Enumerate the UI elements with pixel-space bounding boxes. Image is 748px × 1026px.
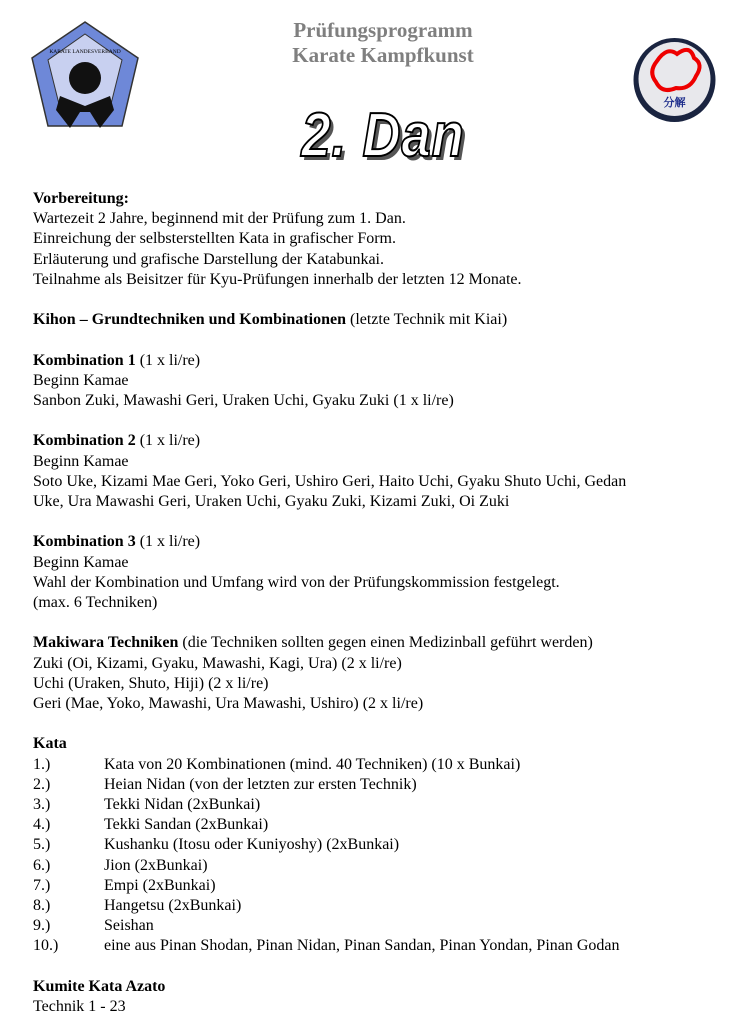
title-line-2: Karate Kampfkunst — [292, 43, 474, 67]
kata-text: Kata von 20 Kombinationen (mind. 40 Techniken) (10 x Bunkai) — [104, 755, 521, 773]
kata-number: 7.) — [33, 876, 51, 894]
kata-item — [33, 916, 723, 936]
kata-text: Jion (2xBunkai) — [104, 856, 208, 874]
logo-text: KARATE LANDESVERBAND — [49, 49, 121, 55]
kata-text: Tekki Nidan (2xBunkai) — [104, 796, 261, 813]
text-line: Erläuterung und grafische Darstellung der Katabunkai. — [33, 250, 384, 268]
kata-item — [33, 755, 723, 775]
kata-text: Hangetsu (2xBunkai) — [104, 897, 242, 915]
heading-note: (1 x li/re) — [135, 351, 201, 369]
text-line: Geri (Mae, Yoko, Mawashi, Ura Mawashi, Ushiro) (2 x li/re) — [33, 695, 424, 712]
text-line: Wahl der Kombination und Umfang wird von der Prüfungskommission festgelegt. — [33, 573, 560, 591]
document-body — [33, 189, 723, 1017]
kata-heading: Kata — [33, 735, 67, 753]
kata-number: 9.) — [33, 917, 51, 935]
kata-number: 5.) — [33, 836, 51, 854]
text-line: Uke, Ura Mawashi Geri, Uraken Uchi, Gyaku Zuki, Kizami Zuki, Oi Zuki — [33, 493, 510, 510]
text-line: Zuki (Oi, Kizami, Gyaku, Mawashi, Kagi, Ura) (2 x li/re) — [33, 654, 402, 672]
heading-bold: Makiwara Techniken — [33, 634, 179, 652]
kata-number: 6.) — [33, 856, 51, 874]
bunkai-kanji: 分解 — [663, 97, 686, 109]
kata-item — [33, 896, 723, 916]
text-line: Technik 1 - 23 — [33, 998, 126, 1016]
text-line: Beginn Kamae — [33, 371, 129, 389]
kata-number: 1.) — [33, 755, 51, 773]
grade-title: 2. Dan — [301, 101, 465, 170]
document-title — [233, 18, 533, 68]
kihon-heading — [33, 310, 723, 330]
kata-number: 2.) — [33, 775, 51, 793]
heading-bold: Kombination 1 — [33, 351, 136, 369]
kata-number: 3.) — [33, 796, 51, 813]
kata-item — [33, 815, 723, 835]
kata-item — [33, 795, 723, 815]
section-heading: Vorbereitung: — [33, 190, 129, 207]
text-line: Beginn Kamae — [33, 553, 129, 571]
kata-text: Heian Nidan (von der letzten zur ersten Technik) — [104, 775, 417, 793]
komb2-heading — [33, 431, 723, 451]
heading-note: (1 x li/re) — [135, 533, 201, 551]
heading-bold: Kombination 3 — [33, 533, 136, 551]
text-line: Soto Uke, Kizami Mae Geri, Yoko Geri, Ushiro Geri, Haito Uchi, Gyaku Shuto Uchi, Gedan — [33, 472, 627, 490]
kata-item — [33, 835, 723, 855]
heading-note: (letzte Technik mit Kiai) — [345, 311, 508, 329]
text-line: Wartezeit 2 Jahre, beginnend mit der Prüfung zum 1. Dan. — [33, 210, 406, 228]
kata-number: 4.) — [33, 816, 51, 834]
kata-item — [33, 936, 723, 956]
text-line: (max. 6 Techniken) — [33, 594, 158, 611]
kata-number: 8.) — [33, 897, 51, 915]
bunkai-logo — [632, 36, 717, 124]
karate-landesverband-logo — [30, 20, 140, 130]
komb1-heading — [33, 351, 723, 371]
text-line: Teilnahme als Beisitzer für Kyu-Prüfungen innerhalb der letzten 12 Monate. — [33, 270, 522, 288]
kata-item — [33, 876, 723, 896]
heading-note: (1 x li/re) — [135, 432, 201, 450]
text-line: Beginn Kamae — [33, 452, 129, 470]
text-line: Uchi (Uraken, Shuto, Hiji) (2 x li/re) — [33, 674, 269, 692]
kata-text: Empi (2xBunkai) — [104, 876, 216, 894]
text-line: Einreichung der selbsterstellten Kata in grafischer Form. — [33, 230, 396, 248]
kumite-heading: Kumite Kata Azato — [33, 977, 166, 995]
kata-text: Tekki Sandan (2xBunkai) — [104, 816, 269, 834]
makiwara-heading — [33, 633, 723, 653]
kata-text: Seishan — [104, 917, 154, 935]
kata-number: 10.) — [33, 937, 59, 955]
text-line: Sanbon Zuki, Mawashi Geri, Uraken Uchi, Gyaku Zuki (1 x li/re) — [33, 392, 454, 409]
title-line-1: Prüfungsprogramm — [293, 18, 473, 42]
heading-bold: Kihon – Grundtechniken und Kombinationen — [33, 311, 346, 329]
kata-text: Kushanku (Itosu oder Kuniyoshy) (2xBunkai) — [104, 836, 400, 854]
kata-item — [33, 775, 723, 795]
heading-bold: Kombination 2 — [33, 432, 136, 450]
heading-note: (die Techniken sollten gegen einen Medizinball geführt werden) — [178, 634, 593, 652]
kata-list — [33, 755, 723, 957]
kata-item — [33, 856, 723, 876]
kata-text: eine aus Pinan Shodan, Pinan Nidan, Pinan Sandan, Pinan Yondan, Pinan Godan — [104, 937, 620, 955]
komb3-heading — [33, 532, 723, 552]
